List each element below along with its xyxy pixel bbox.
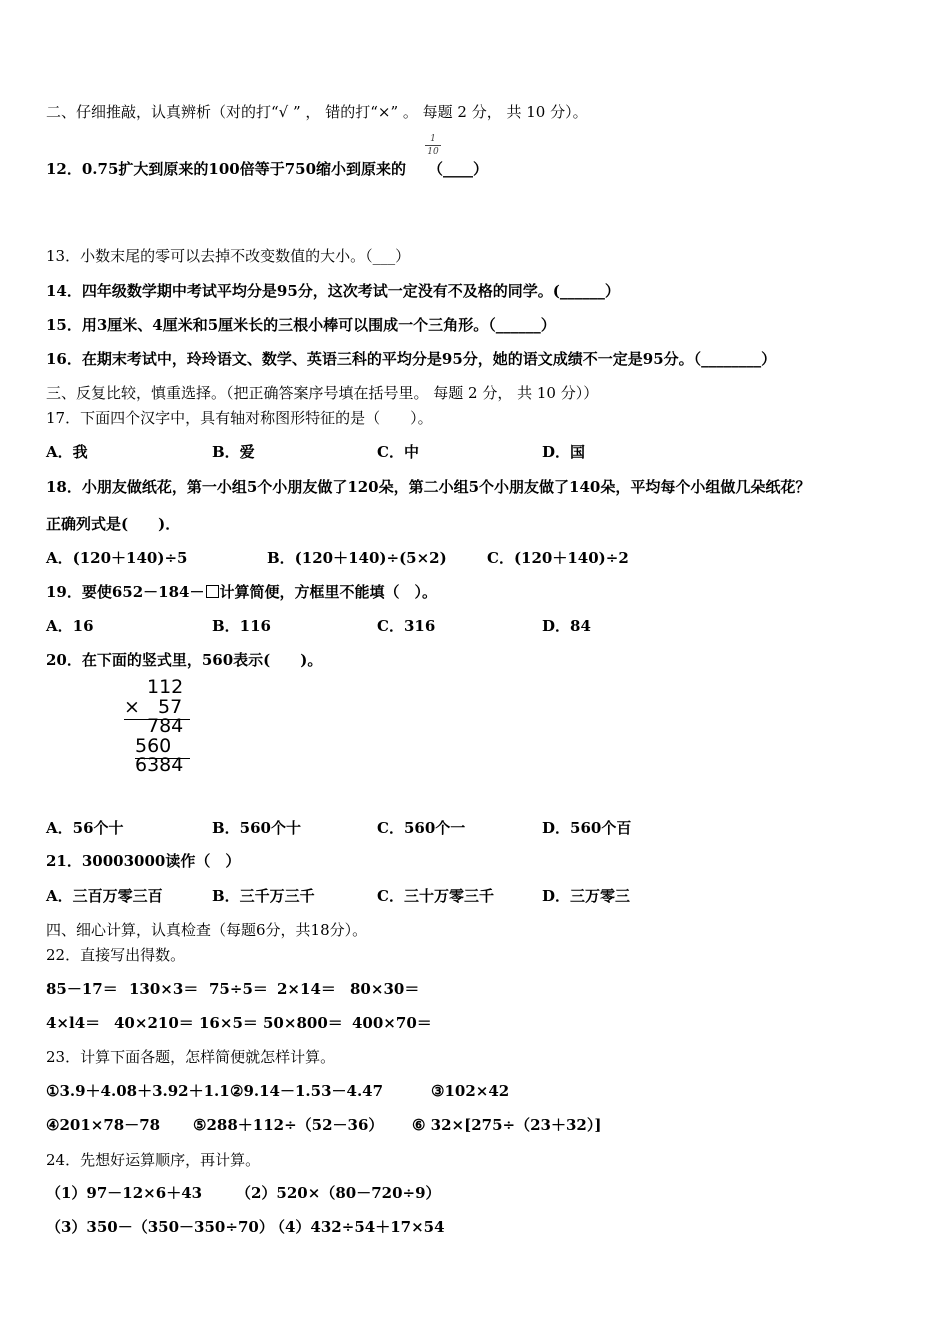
q23-expr: ⑥ 32×[275÷（23＋32）] [412, 1116, 602, 1134]
question-18: 18．小朋友做纸花，第一小组5个小朋友做了120朵，第二小组5个小朋友做了140朵，平均每个小组做几朵纸花？ [46, 478, 811, 496]
q19-option-d: D．84 [542, 617, 591, 635]
q21-option-d: D．三万零三 [542, 887, 631, 905]
q22-expr: 2×14＝ [277, 980, 336, 998]
q17-option-c: C．中 [377, 443, 419, 461]
q23-expr: ③102×42 [431, 1082, 510, 1100]
q21-option-a: A．三百万零三百 [46, 887, 163, 905]
q18-option-a: A．(120＋140)÷5 [46, 549, 188, 567]
q24-expr: （4）432÷54＋17×54 [270, 1218, 445, 1236]
q19-option-c: C．316 [377, 617, 436, 635]
section-heading-3: 三、反复比较，慎重选择。（把正确答案序号填在括号里。 每题 2 分， 共 10 分）） [46, 384, 599, 402]
final-product: 6384 [135, 754, 184, 776]
q20-option-d: D．560个百 [542, 819, 632, 837]
question-19-text-a: 19．要使652－184－ [46, 583, 205, 601]
q23-expr: ①3.9＋4.08＋3.92＋1.1 [46, 1082, 230, 1100]
question-14: 14．四年级数学期中考试平均分是95分，这次考试一定没有不及格的同学。(______） [46, 282, 620, 300]
fraction-numerator: 1 [430, 134, 436, 144]
question-12 [46, 159, 488, 179]
q22-expr: 4×l4＝ [46, 1014, 101, 1032]
q19-option-b: B．116 [212, 617, 271, 635]
q22-expr: 16×5＝ [199, 1014, 258, 1032]
question-24: 24．先想好运算顺序，再计算。 [46, 1151, 261, 1169]
fraction-denominator: 10 [427, 147, 439, 157]
q23-expr: ⑤288＋112÷（52－36） [193, 1116, 384, 1134]
multiplicand: 112 [147, 676, 184, 698]
q24-expr: （1）97－12×6＋43 [46, 1184, 203, 1202]
question-20: 20．在下面的竖式里，560表示( )。 [46, 651, 323, 669]
question-13: 13．小数末尾的零可以去掉不改变数值的大小。（___） [46, 247, 411, 265]
q23-expr: ②9.14－1.53－4.47 [230, 1082, 384, 1100]
multiply-sign: × [124, 696, 140, 718]
question-15: 15．用3厘米、4厘米和5厘米长的三根小棒可以围成一个三角形。（______） [46, 316, 556, 334]
q21-option-b: B．三千万三千 [212, 887, 315, 905]
question-12-text: 12．0.75扩大到原来的100倍等于750缩小到原来的 [46, 160, 407, 178]
q22-expr: 400×70＝ [352, 1014, 432, 1032]
q22-expr: 85－17＝ [46, 980, 118, 998]
q21-option-c: C．三十万零三千 [377, 887, 494, 905]
q20-option-b: B．560个十 [212, 819, 301, 837]
fraction-one-tenth [425, 134, 441, 157]
q22-expr: 40×210＝ [114, 1014, 194, 1032]
partial-product-1: 784 [147, 715, 184, 737]
question-16: 16．在期末考试中，玲玲语文、数学、英语三科的平均分是95分，她的语文成绩不一定是95分。（________） [46, 350, 777, 368]
q22-expr: 80×30＝ [350, 980, 420, 998]
q24-expr: （2）520×（80－720÷9） [236, 1184, 441, 1202]
q18-option-b: B．(120＋140)÷(5×2) [267, 549, 447, 567]
partial-product-2: 560 [135, 735, 172, 757]
q19-option-a: A．16 [46, 617, 94, 635]
q24-expr: （3）350－（350－350÷70） [46, 1218, 274, 1236]
question-21: 21．30003000读作（ ） [46, 852, 241, 870]
q22-expr: 75÷5＝ [209, 980, 268, 998]
q20-option-a: A．56个十 [46, 819, 124, 837]
q17-option-d: D．国 [542, 443, 586, 461]
q17-option-a: A．我 [46, 443, 88, 461]
section-heading-4: 四、细心计算，认真检查（每题6分，共18分）。 [46, 921, 368, 939]
q22-expr: 50×800＝ [263, 1014, 343, 1032]
q22-expr: 130×3＝ [129, 980, 199, 998]
multiplier: 57 [158, 696, 183, 718]
q23-expr: ④201×78－78 [46, 1116, 161, 1134]
q17-option-b: B．爱 [212, 443, 255, 461]
q18-option-c: C．(120＋140)÷2 [487, 549, 629, 567]
question-17: 17．下面四个汉字中，具有轴对称图形特征的是（ ）。 [46, 409, 433, 427]
question-19 [46, 582, 437, 602]
question-18-line2: 正确列式是( )． [46, 515, 181, 533]
question-23: 23．计算下面各题，怎样简便就怎样计算。 [46, 1048, 336, 1066]
answer-box [206, 585, 219, 598]
q20-option-c: C．560个一 [377, 819, 466, 837]
question-19-text-b: 计算简便，方框里不能填（ ）。 [219, 583, 438, 601]
section-heading-2: 二、仔细推敲，认真辨析（对的打“√ ” ， 错的打“×” 。 每题 2 分， 共 10 分）。 [46, 103, 588, 121]
question-12-blank: （____） [428, 160, 489, 178]
question-22: 22．直接写出得数。 [46, 946, 186, 964]
